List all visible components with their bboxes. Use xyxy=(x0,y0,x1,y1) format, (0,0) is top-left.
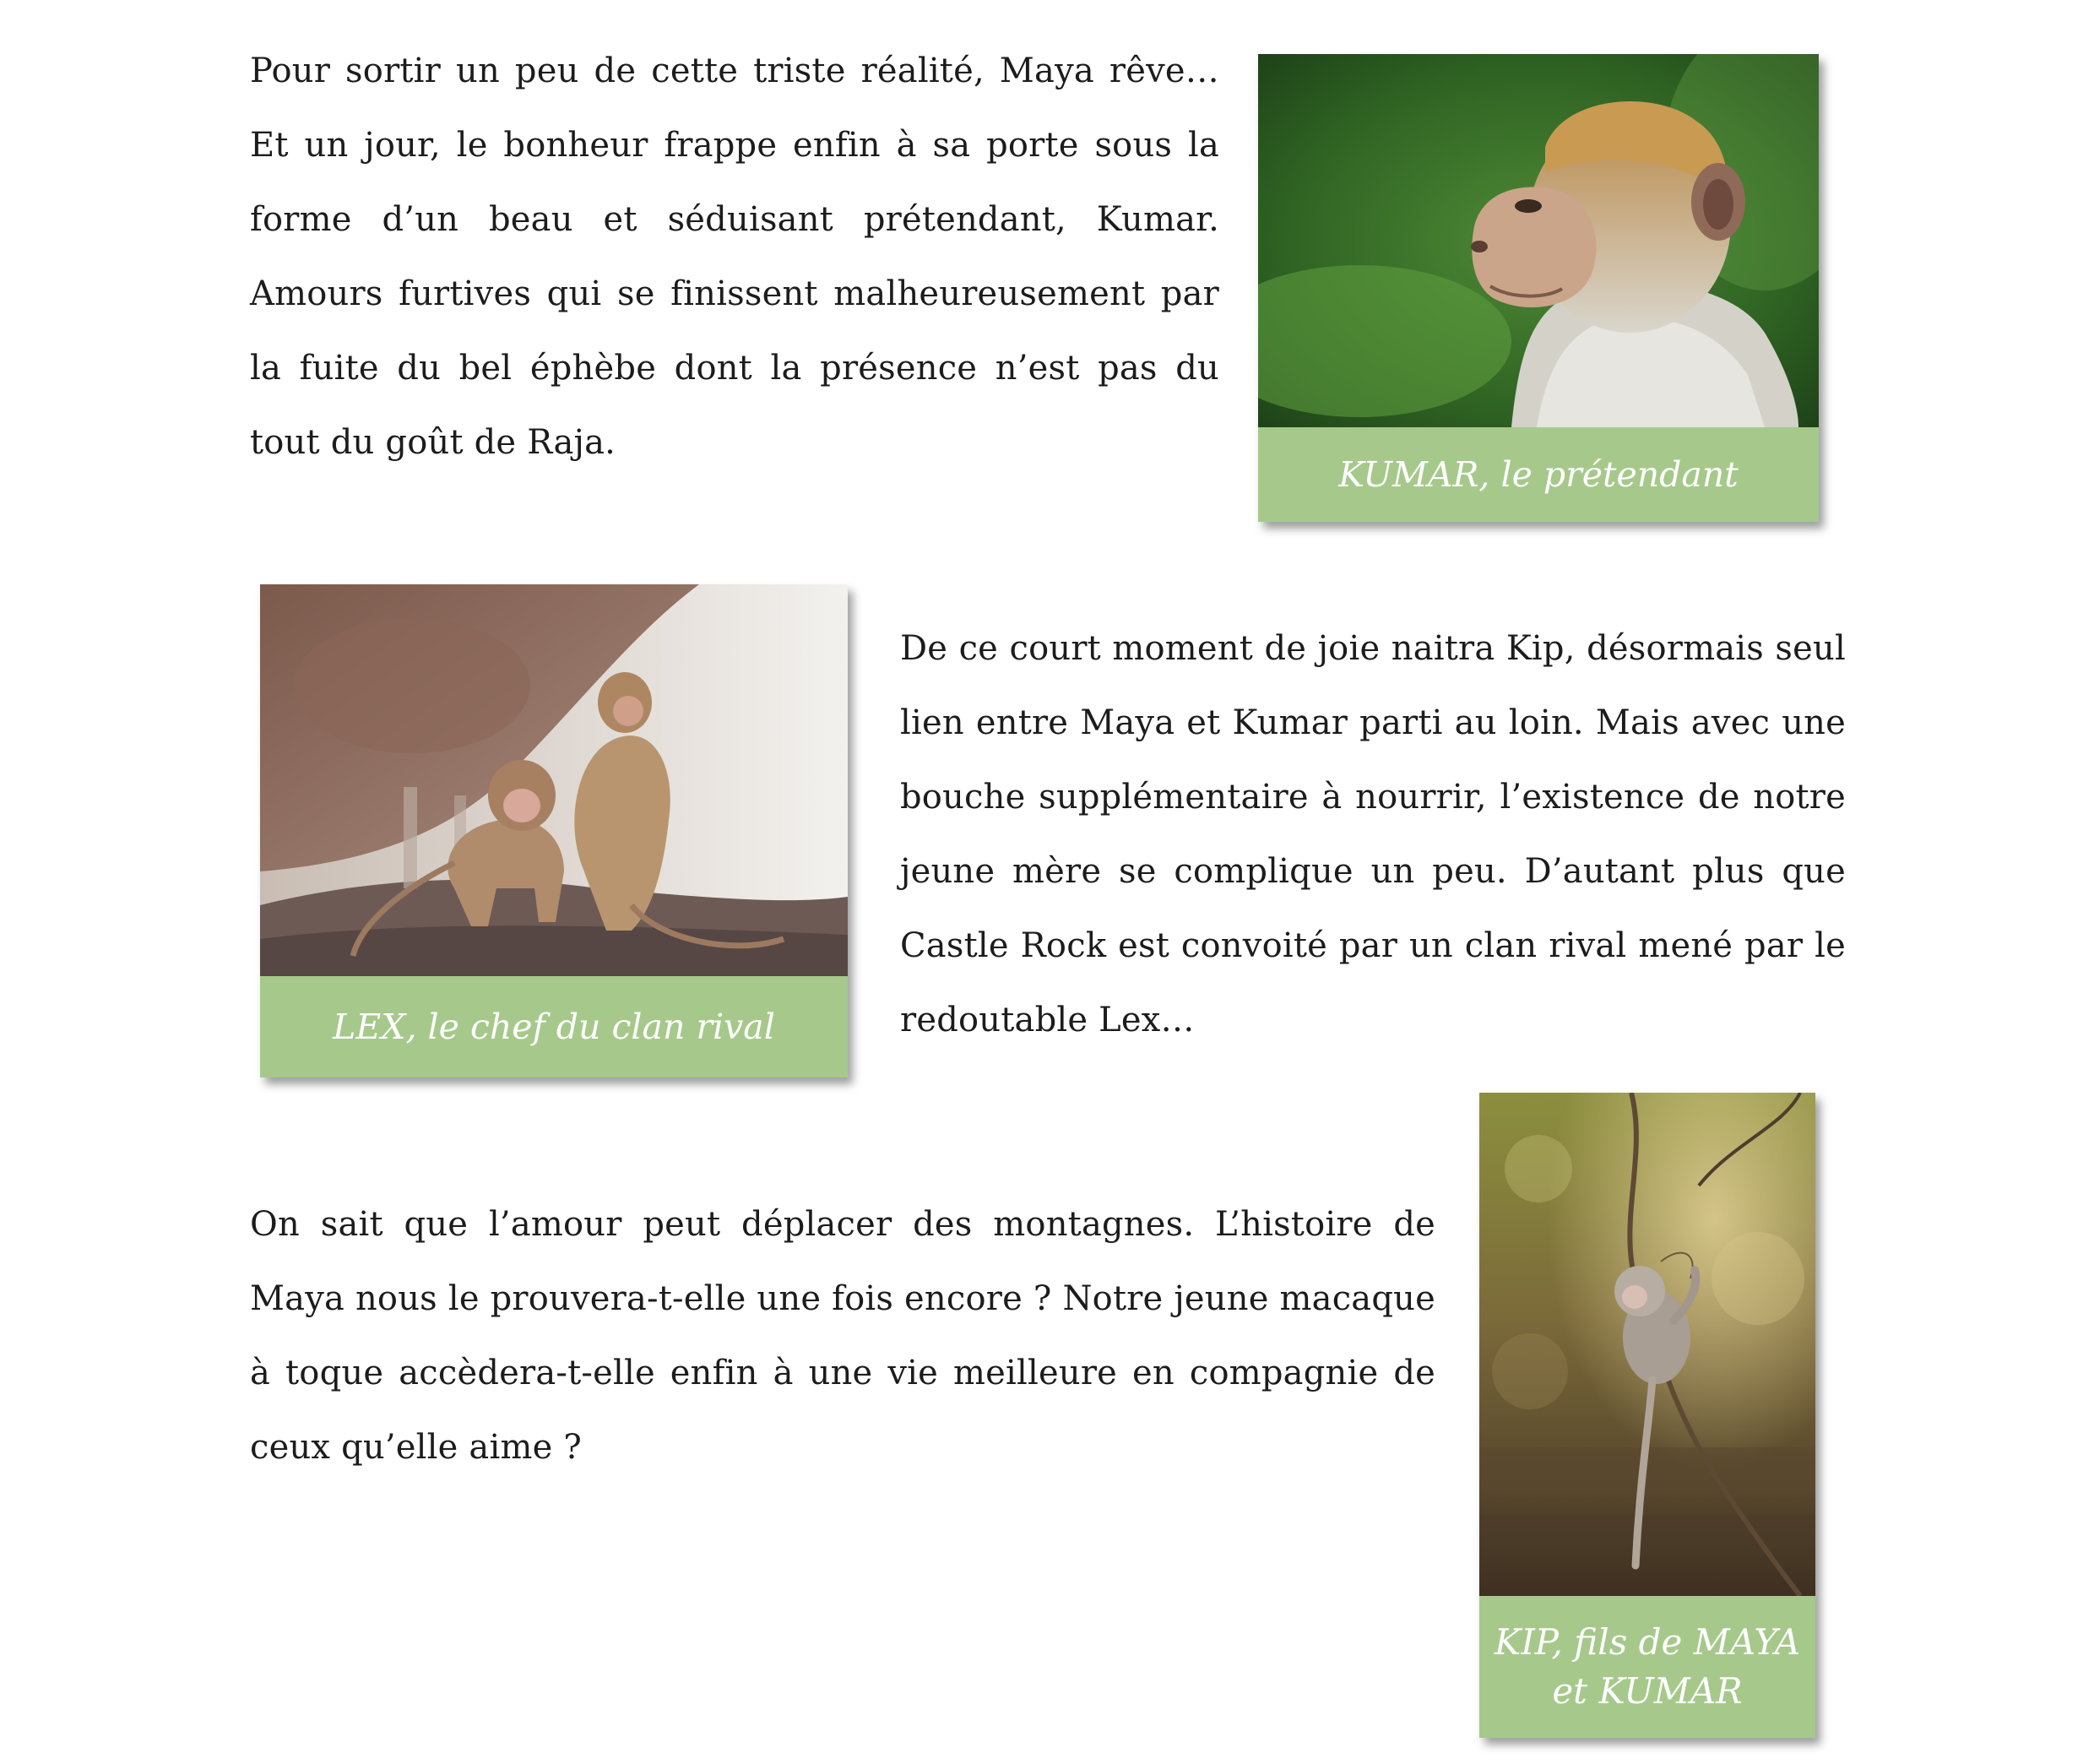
figure-kumar xyxy=(1258,54,1819,522)
paragraph-conclusion: On sait que l’amour peut déplacer des montagnes. L’histoire de Maya nous le prouvera-t-elle une fois encore ? Notre jeune macaque à toque accèdera-t-elle enfin à une vie meilleure en compagnie de ceux qu’elle aime ? xyxy=(250,1205,1435,1467)
figure-lex xyxy=(260,584,848,1077)
kip-photo xyxy=(1479,1093,1815,1596)
figure-caption: KIP, fils de MAYA et KUMAR xyxy=(1494,1621,1801,1712)
lex-photo xyxy=(260,584,848,976)
figure-kip xyxy=(1479,1093,1815,1738)
kumar-photo xyxy=(1258,54,1819,427)
paragraph-kip-birth: De ce court moment de joie naitra Kip, désormais seul lien entre Maya et Kumar parti au loin. Mais avec une bouche supplémentaire à nourrir, l’existence de notre jeune mère se complique un peu. D’autant plus que Castle Rock est convoité par un clan rival mené par le redoutable Lex… xyxy=(900,629,1846,1039)
paragraph-maya-dreams: Pour sortir un peu de cette triste réalité, Maya rêve… Et un jour, le bonheur frappe enfin à sa porte sous la forme d’un beau et séduisant prétendant, Kumar. Amours furtives qui se finissent malheureusement par la fuite du bel éphèbe dont la présence n’est pas du tout du goût de Raja. xyxy=(250,52,1219,462)
figure-caption: LEX, le chef du clan rival xyxy=(333,1007,775,1047)
figure-caption: KUMAR, le prétendant xyxy=(1338,454,1739,495)
